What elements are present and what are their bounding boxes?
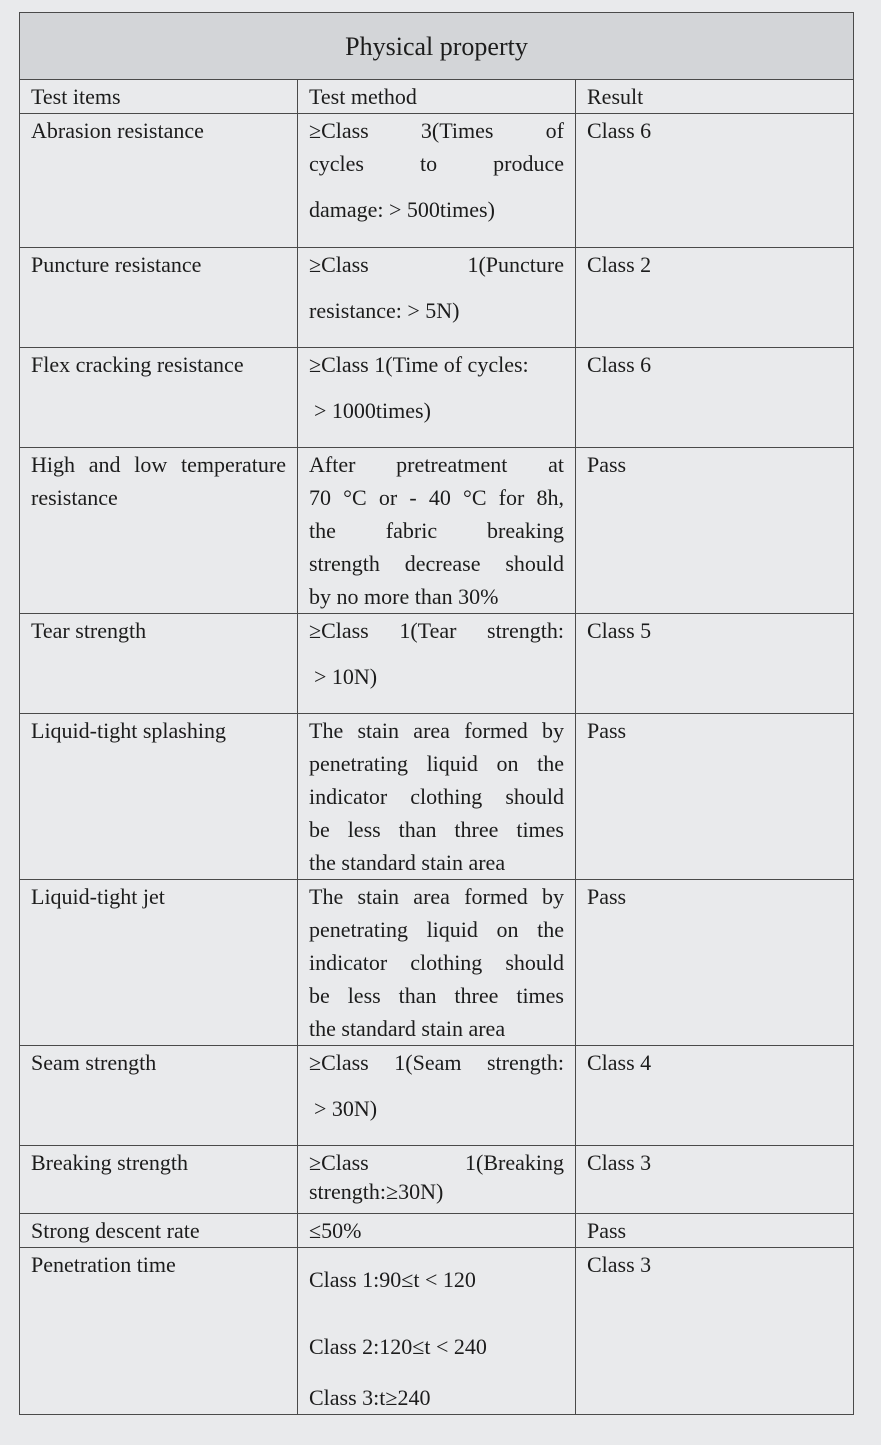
method-line: strength:≥30N) <box>309 1179 444 1204</box>
test-result: Pass <box>576 448 854 614</box>
test-method <box>298 348 576 448</box>
header-test-method: Test method <box>298 80 576 114</box>
test-item: Strong descent rate <box>20 1214 298 1248</box>
method-line: be less than three times <box>309 983 564 1008</box>
table-row <box>20 1146 854 1214</box>
method-line: > 1000times) <box>314 398 431 423</box>
test-result: Pass <box>576 1214 854 1248</box>
test-item: Seam strength <box>20 1046 298 1146</box>
method-line: ≥Class 3(Times of <box>309 118 564 143</box>
table-row <box>20 614 854 714</box>
method-line: After pretreatment at <box>309 452 564 477</box>
test-item: Liquid-tight jet <box>20 880 298 1046</box>
header-result: Result <box>576 80 854 114</box>
test-item: Liquid-tight splashing <box>20 714 298 880</box>
test-result: Class 2 <box>576 248 854 348</box>
method-line: > 10N) <box>314 664 378 689</box>
method-line: penetrating liquid on the <box>309 917 564 942</box>
method-line: the standard stain area <box>309 850 506 875</box>
test-item: Abrasion resistance <box>20 114 298 248</box>
test-item: Puncture resistance <box>20 248 298 348</box>
method-line: resistance: > 5N) <box>309 298 460 323</box>
method-line: 70 °C or - 40 °C for 8h, <box>309 485 564 510</box>
table-row <box>20 880 854 1046</box>
method-line: the standard stain area <box>309 1016 506 1041</box>
table-row <box>20 1248 854 1415</box>
method-line: Class 1:90≤t < 120 <box>309 1267 476 1292</box>
method-line: ≥Class 1(Tear strength: <box>309 618 564 643</box>
test-method <box>298 1214 576 1248</box>
test-result: Class 5 <box>576 614 854 714</box>
test-result: Class 4 <box>576 1046 854 1146</box>
method-line: The stain area formed by <box>309 884 564 909</box>
test-item: Tear strength <box>20 614 298 714</box>
method-line: the fabric breaking <box>309 518 564 543</box>
test-method <box>298 714 576 880</box>
test-method <box>298 114 576 248</box>
test-method <box>298 1046 576 1146</box>
physical-property-table <box>19 12 854 1415</box>
table-row <box>20 714 854 880</box>
method-line: > 30N) <box>314 1096 378 1121</box>
method-line: penetrating liquid on the <box>309 751 564 776</box>
method-line: indicator clothing should <box>309 784 564 809</box>
table-row <box>20 248 854 348</box>
method-line: damage: > 500times) <box>309 197 495 222</box>
table-title: Physical property <box>20 13 854 80</box>
test-item-text: Flex cracking resistance <box>31 352 244 377</box>
table-row <box>20 348 854 448</box>
table-row <box>20 114 854 248</box>
method-line: indicator clothing should <box>309 950 564 975</box>
test-item: Breaking strength <box>20 1146 298 1214</box>
test-method <box>298 614 576 714</box>
test-item: Penetration time <box>20 1248 298 1415</box>
header-row <box>20 80 854 114</box>
table-row <box>20 1046 854 1146</box>
test-result: Class 3 <box>576 1146 854 1214</box>
method-line: The stain area formed by <box>309 718 564 743</box>
method-line: cycles to produce <box>309 151 564 176</box>
test-result: Class 6 <box>576 348 854 448</box>
method-line: be less than three times <box>309 817 564 842</box>
method-line: Class 2:120≤t < 240 <box>309 1334 487 1359</box>
method-line: by no more than 30% <box>309 584 499 609</box>
test-method <box>298 248 576 348</box>
test-method <box>298 448 576 614</box>
method-line: ≥Class 1(Seam strength: <box>309 1050 564 1075</box>
method-line: ≥Class 1(Puncture <box>309 252 564 277</box>
test-method <box>298 1248 576 1415</box>
test-result: Pass <box>576 880 854 1046</box>
method-line: ≥Class 1(Breaking <box>309 1150 564 1175</box>
method-line: ≥Class 1(Time of cycles: <box>309 352 529 377</box>
table-row <box>20 1214 854 1248</box>
header-test-items: Test items <box>20 80 298 114</box>
test-item <box>20 448 298 614</box>
test-method <box>298 1146 576 1214</box>
test-result: Pass <box>576 714 854 880</box>
method-line: strength decrease should <box>309 551 564 576</box>
method-line: ≤50% <box>309 1218 362 1243</box>
test-item-text: High and low temperature resistance <box>31 452 286 510</box>
method-line: Class 3:t≥240 <box>309 1385 431 1410</box>
table-row <box>20 448 854 614</box>
title-row <box>20 13 854 80</box>
test-method <box>298 880 576 1046</box>
test-result: Class 6 <box>576 114 854 248</box>
test-result: Class 3 <box>576 1248 854 1415</box>
test-item <box>20 348 298 448</box>
